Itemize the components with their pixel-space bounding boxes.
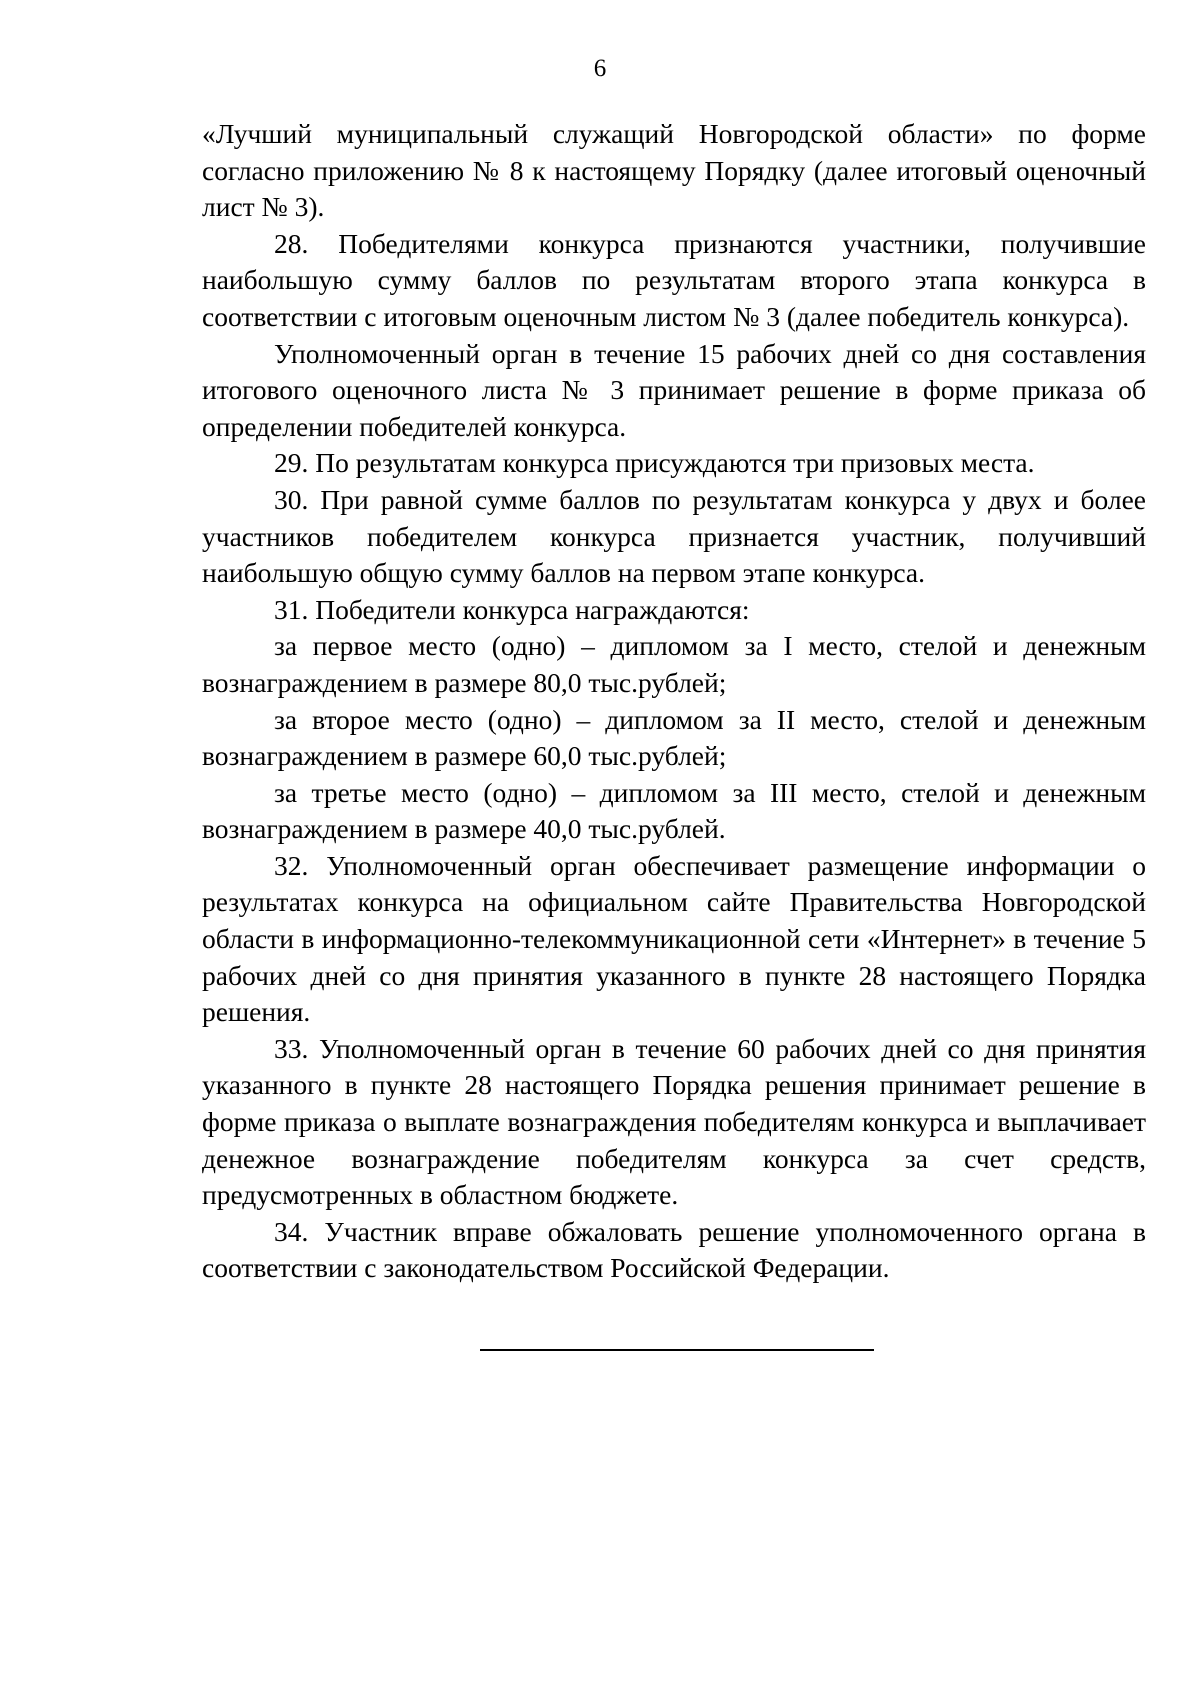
paragraph-31-third-place: за третье место (одно) – дипломом за III место, стелой и денежным вознаграждением в размере 40,0 тыс.рублей.	[202, 776, 1146, 845]
paragraph-29: 29. По результатам конкурса присуждаются три призовых места.	[274, 447, 1035, 479]
paragraph-28: 28. Победителями конкурса признаются участники, получившие наибольшую сумму баллов по результатам второго этапа конкурса в соответствии с итоговым оценочным листом № 3 (далее победитель конкурса).	[202, 227, 1146, 332]
paragraph-30: 30. При равной сумме баллов по результатам конкурса у двух и более участников победителем конкурса признается участник, получивший наибольшую общую сумму баллов на первом этапе конкурса.	[202, 483, 1146, 589]
paragraph-34: 34. Участник вправе обжаловать решение уполномоченного органа в соответствии с законодательством Российской Федерации.	[202, 1215, 1146, 1284]
paragraph-continuation: «Лучший муниципальный служащий Новгородской области» по форме согласно приложению № 8 к настоящему Порядку (далее итоговый оценочный лист № 3).	[202, 118, 1146, 223]
end-separator-line	[480, 1349, 874, 1351]
paragraph-31: 31. Победители конкурса награждаются:	[274, 593, 750, 625]
paragraph-31-second-place: за второе место (одно) – дипломом за II место, стелой и денежным вознаграждением в размере 60,0 тыс.рублей;	[202, 703, 1146, 772]
paragraph-33: 33. Уполномоченный орган в течение 60 рабочих дней со дня принятия указанного в пункте 28 настоящего Порядка решения принимает решение в форме приказа о выплате вознаграждения победителям конкурса и выплачивает денежное вознаграждение победителям конкурса за счет средств, предусмотренных в областном бюджете.	[202, 1032, 1146, 1211]
page-number: 6	[593, 55, 607, 82]
document-body	[202, 116, 1146, 1287]
paragraph-31-first-place: за первое место (одно) – дипломом за I место, стелой и денежным вознаграждением в размере 80,0 тыс.рублей;	[202, 630, 1146, 698]
paragraph-32: 32. Уполномоченный орган обеспечивает размещение информации о результатах конкурса на официальном сайте Правительства Новгородской области в информационно-телекоммуникационной сети «Интернет» в течение 5 рабочих дней со дня принятия указанного в пункте 28 настоящего Порядка решения.	[202, 849, 1146, 1028]
paragraph-28-decision: Уполномоченный орган в течение 15 рабочих дней со дня составления итогового оценочного листа № 3 принимает решение в форме приказа об определении победителей конкурса.	[202, 337, 1146, 442]
